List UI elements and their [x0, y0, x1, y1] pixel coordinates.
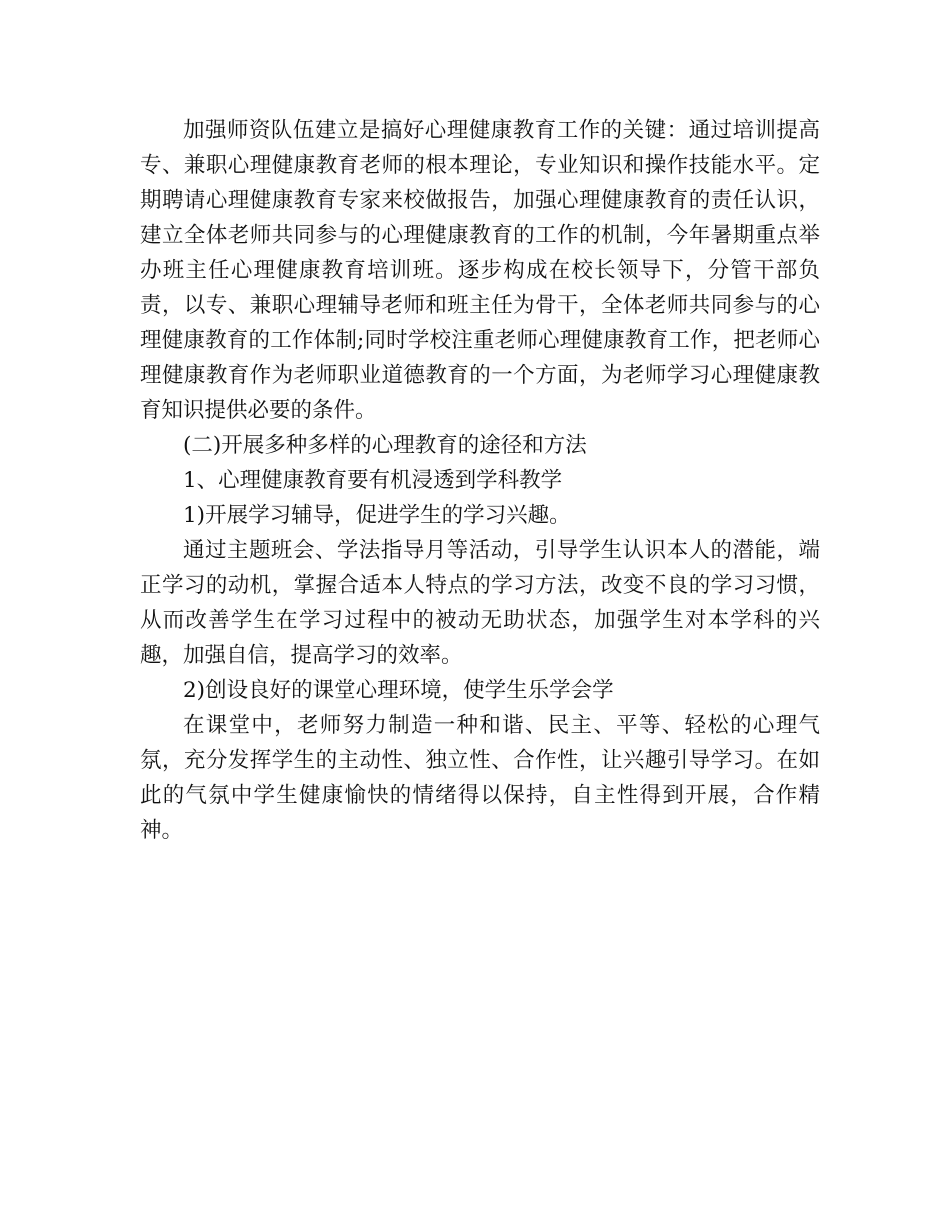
subheading-study-guidance: 1)开展学习辅导，促进学生的学习兴趣。 [183, 503, 571, 528]
subheading-subject-teaching: 1、心理健康教育要有机浸透到学科教学 [183, 468, 563, 493]
subheading-classroom-environment: 2)创设良好的课堂心理环境，使学生乐学会学 [183, 678, 614, 703]
paragraph-teacher-training: 加强师资队伍建立是搞好心理健康教育工作的关键：通过培训提高专、兼职心理健康教育老师的根本理论，专业知识和操作技能水平。定期聘请心理健康教育专家来校做报告，加强心理健康教育的责任认识，建立全体老师共同参与的心理健康教育的工作的机制，今年暑期重点举办班主任心理健康教育培训班。逐步构成在校长领导下，分管干部负责，以专、兼职心理辅导老师和班主任为骨干，全体老师共同参与的心理健康教育的工作体制;同时学校注重老师心理健康教育工作，把老师心理健康教育作为老师职业道德教育的一个方面，为老师学习心理健康教育知识提供必要的条件。 [140, 118, 820, 423]
section-heading-methods: (二)开展多种多样的心理教育的途径和方法 [183, 433, 587, 458]
paragraph-study-guidance: 通过主题班会、学法指导月等活动，引导学生认识本人的潜能，端正学习的动机，掌握合适本人特点的学习方法，改变不良的学习习惯，从而改善学生在学习过程中的被动无助状态，加强学生对本学科的兴趣，加强自信，提高学习的效率。 [140, 538, 820, 668]
paragraph-classroom-environment: 在课堂中，老师努力制造一种和谐、民主、平等、轻松的心理气氛，充分发挥学生的主动性、独立性、合作性，让兴趣引导学习。在如此的气氛中学生健康愉快的情绪得以保持，自主性得到开展，合作精神。 [140, 713, 820, 843]
document-body [140, 113, 820, 848]
